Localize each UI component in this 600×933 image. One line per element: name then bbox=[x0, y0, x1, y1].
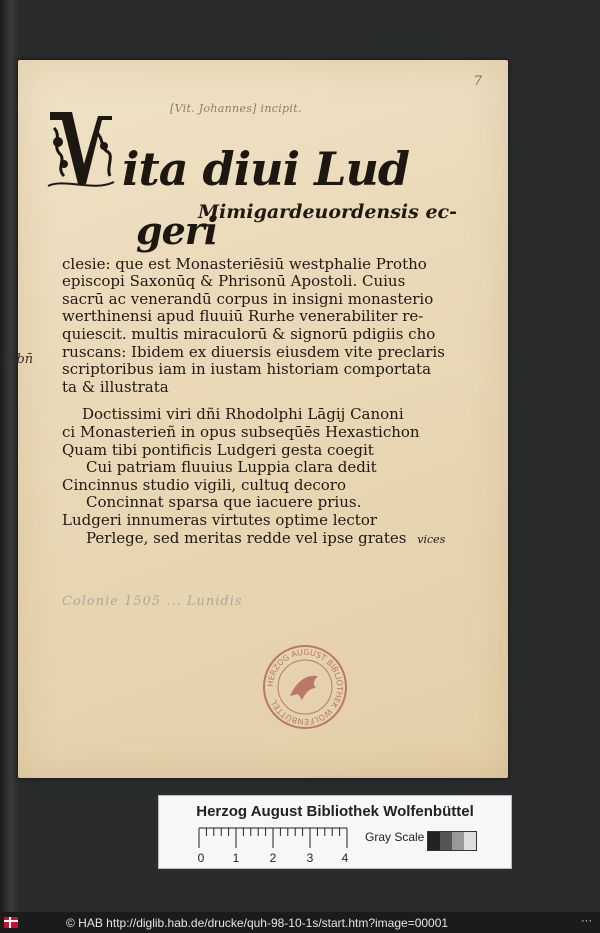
body-line: episcopi Saxonūq & Phrisonū Apostoli. Cuius bbox=[62, 272, 406, 291]
body-text bbox=[62, 201, 482, 548]
creative-commons-icon bbox=[0, 912, 22, 933]
title-line-1: ita diui Lud bbox=[122, 142, 410, 196]
poem-line: Concinnat sparsa que iacuere prius. bbox=[86, 493, 362, 512]
ruler-label-1: 1 bbox=[232, 851, 240, 865]
gray-patch bbox=[452, 832, 464, 850]
ruler-label-2: 2 bbox=[269, 851, 277, 865]
ruler-label-4: 4 bbox=[341, 851, 349, 865]
gray-patch bbox=[428, 832, 440, 850]
gray-patch bbox=[464, 832, 476, 850]
body-line: werthinensi apud fluuiū Rurhe venerabiliter re- bbox=[62, 307, 424, 326]
more-icon[interactable]: ··· bbox=[581, 915, 592, 927]
stamp-text: HERZOG AUGUST BIBLIOTHEK WOLFENBÜTTEL bbox=[265, 647, 345, 727]
poem-line-text: Perlege, sed meritas redde vel ipse grates bbox=[86, 528, 407, 547]
poem-line: Cincinnus studio vigili, cultuq decoro bbox=[62, 475, 346, 494]
poem-line bbox=[62, 530, 482, 549]
body-line: ta & illustrata bbox=[62, 377, 169, 396]
poem-line: Doctissimi viri dñi Rhodolphi Lāgij Canoni bbox=[82, 405, 404, 424]
body-line: quiescit. multis miraculorū & signorū pdigiis cho bbox=[62, 324, 436, 343]
book-binding-edge bbox=[0, 0, 18, 933]
scanned-page bbox=[18, 60, 508, 778]
faded-handwriting: Colonie 1505 ... Lunidis bbox=[62, 594, 243, 609]
ruler-label-3: 3 bbox=[306, 851, 314, 865]
gray-scale-bar bbox=[427, 831, 477, 851]
poem-line: Ludgeri innumeras virtutes optime lector bbox=[62, 510, 378, 529]
library-color-card bbox=[158, 795, 512, 869]
footer-bar bbox=[0, 912, 600, 933]
library-stamp bbox=[262, 644, 348, 730]
body-line: sacrū ac venerandū corpus in insigni monasterio bbox=[62, 289, 434, 308]
poem-line: Cui patriam fluuius Luppia clara dedit bbox=[86, 458, 377, 477]
title-line-2: geri bbox=[136, 208, 218, 253]
body-line: clesie: que est Monasteriēsiū westphalie Protho bbox=[62, 254, 427, 273]
scale-ruler bbox=[199, 826, 359, 864]
body-line: ruscans: Ibidem ex diuersis eiusdem vite preclaris bbox=[62, 342, 445, 361]
body-line: Mimigardeuordensis ec- bbox=[198, 201, 458, 223]
page-number: 7 bbox=[473, 74, 482, 89]
gray-patch bbox=[440, 832, 452, 850]
margin-annotation: d bn̄ bbox=[4, 352, 34, 367]
gray-scale-label: Gray Scale bbox=[365, 830, 425, 844]
poem-annotation: vices bbox=[417, 532, 446, 546]
poem-line: ci Monasterieñ in opus subseqūēs Hexastichon bbox=[62, 422, 420, 441]
decorated-initial-v bbox=[44, 102, 118, 194]
manuscript-note: [Vit. Johannes] incipit. bbox=[170, 102, 302, 115]
card-title: Herzog August Bibliothek Wolfenbüttel bbox=[196, 803, 474, 820]
body-line: scriptoribus iam in iustam historiam comportata bbox=[62, 360, 432, 379]
footer-url[interactable]: © HAB http://diglib.hab.de/drucke/quh-98-10-1s/start.htm?image=00001 bbox=[66, 915, 449, 930]
ruler-label-0: 0 bbox=[197, 851, 205, 865]
poem-line: Quam tibi pontificis Ludgeri gesta coegit bbox=[62, 440, 374, 459]
